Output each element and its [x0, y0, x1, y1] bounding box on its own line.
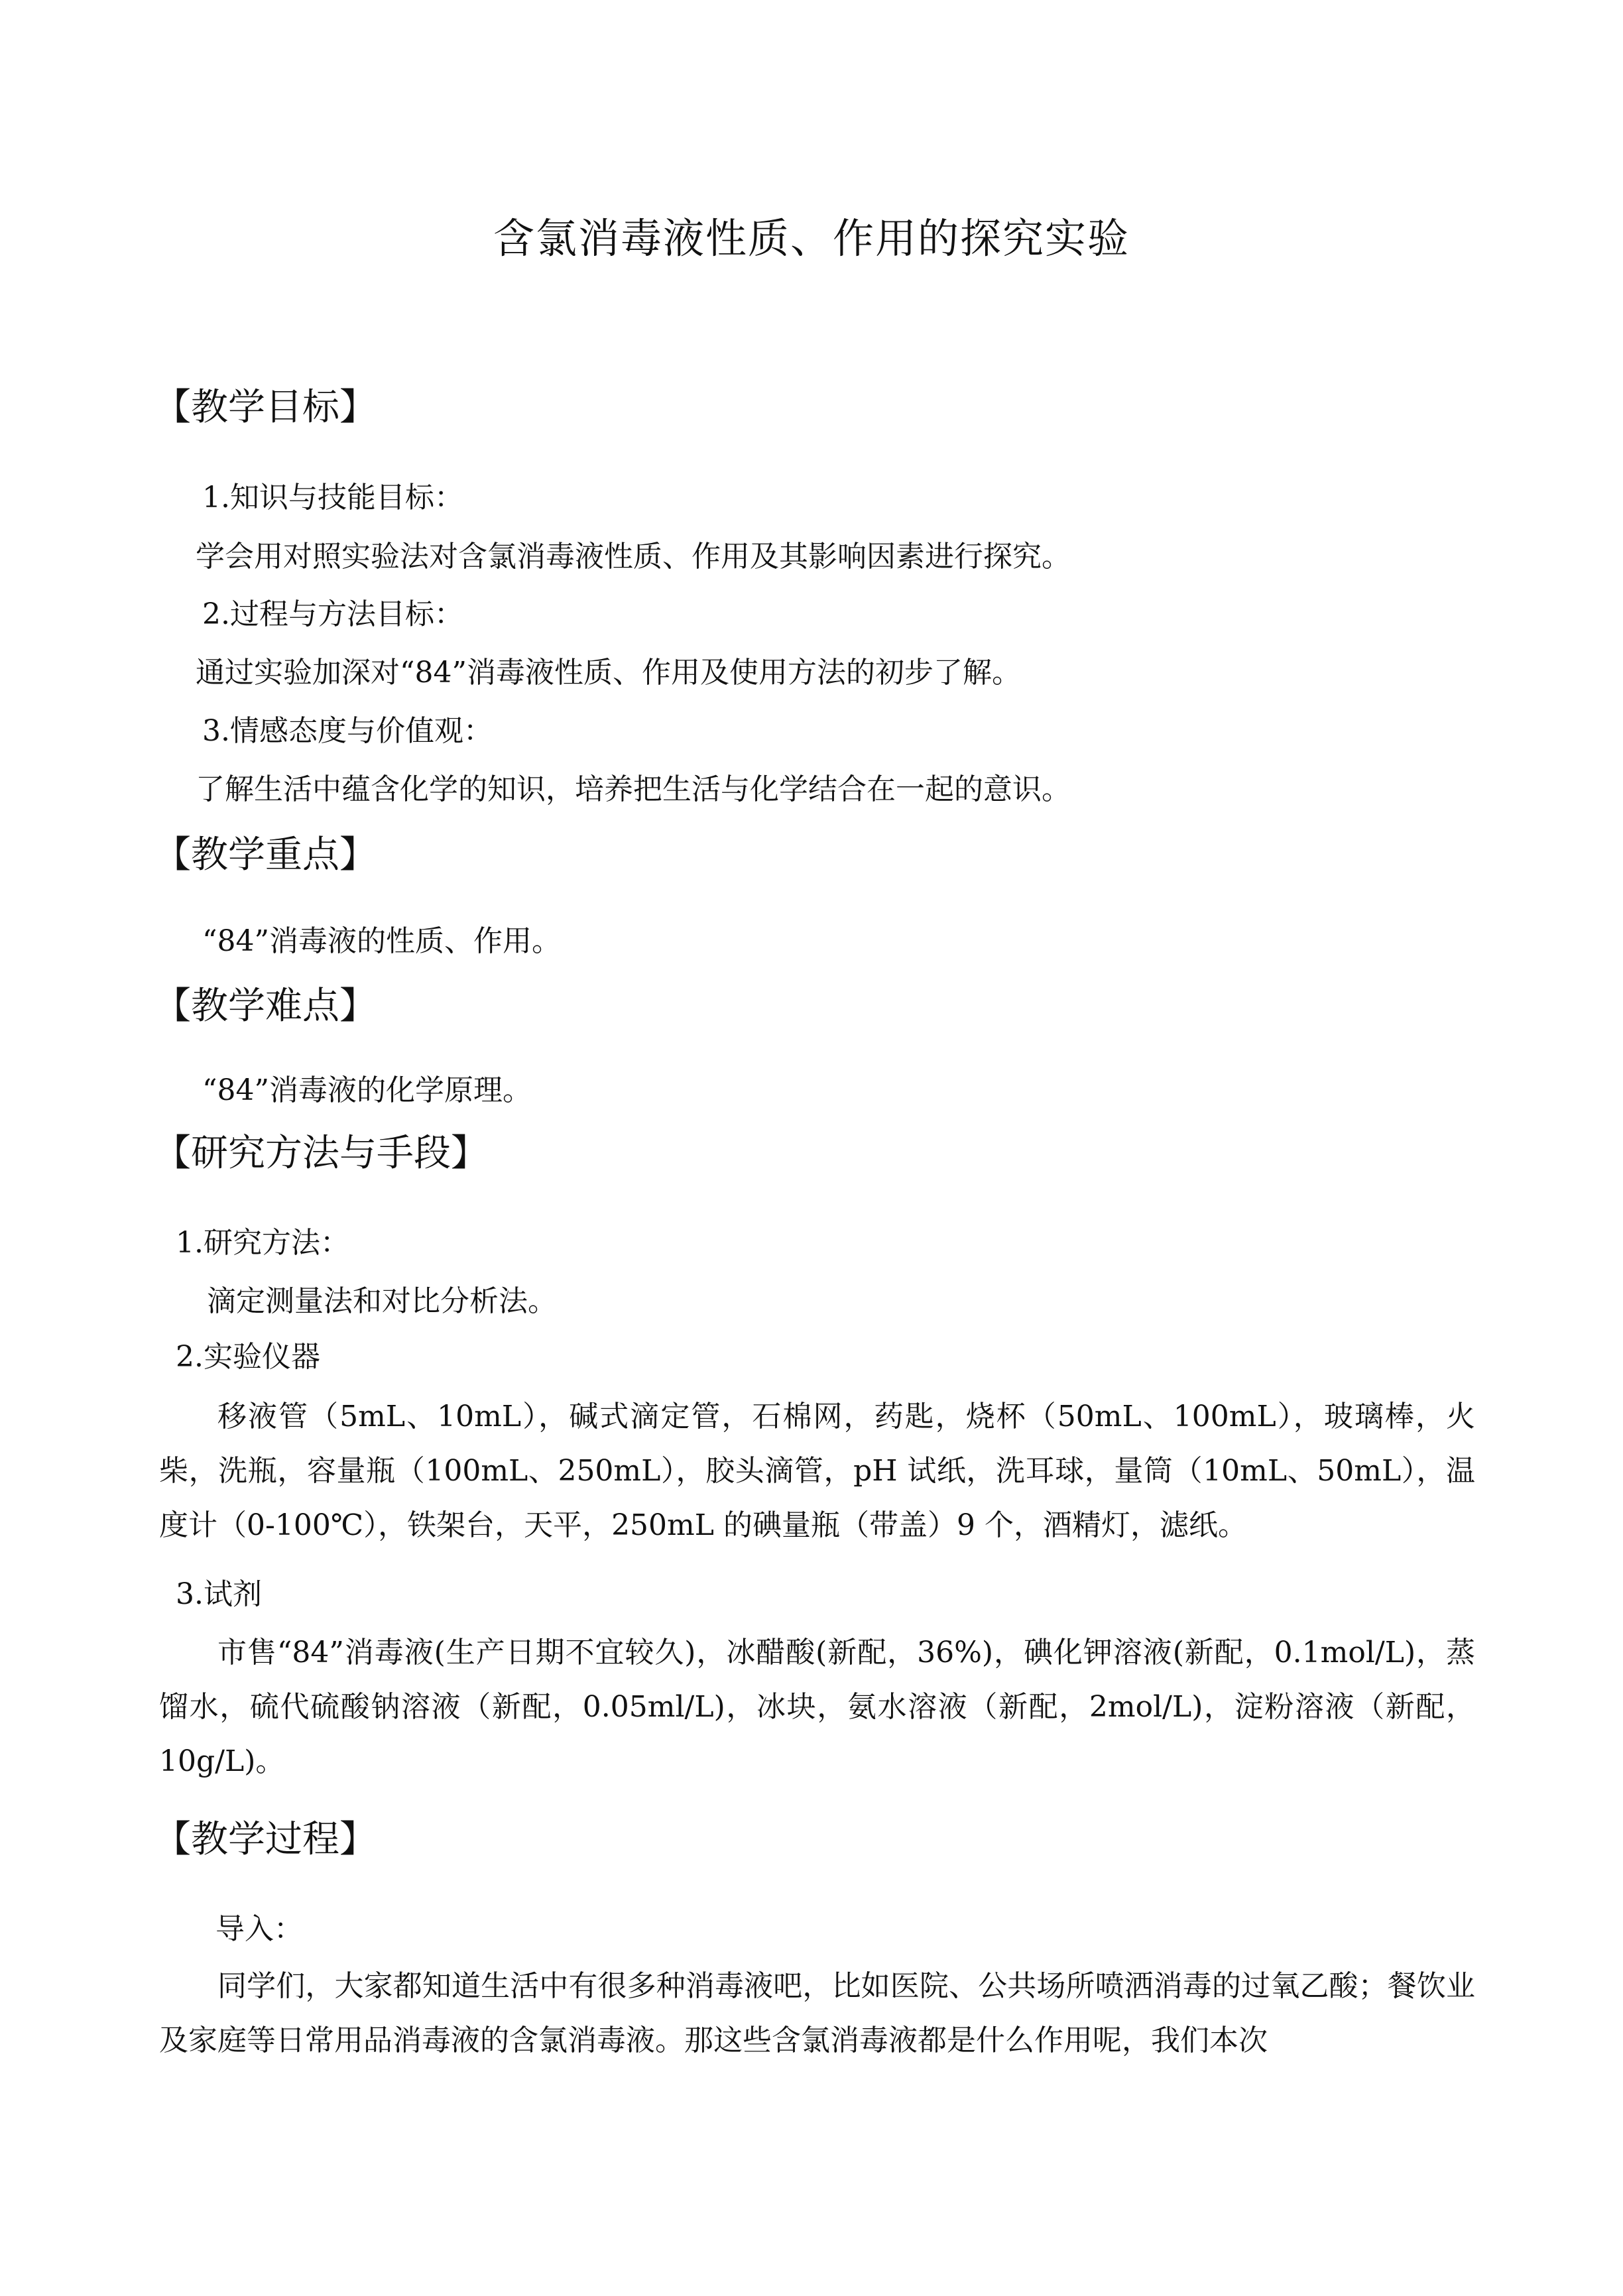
method-text: 滴定测量法和对比分析法。 — [207, 1284, 557, 1318]
heading-key-points: 【教学重点】 — [154, 833, 377, 876]
instruments-text: 移液管（5mL、10mL），碱式滴定管，石棉网，药匙，烧杯（50mL、100mL），玻璃棒，火柴，洗瓶，容量瓶（100mL、250mL），胶头滴管，pH 试纸，洗耳球，量筒（10mL、50mL），温度计（0-100℃），铁架台，天平，250mL 的碘量瓶（带盖）9 个，酒精灯，滤纸。 — [159, 1400, 1475, 1542]
heading-objectives: 【教学目标】 — [154, 386, 377, 429]
key-points-text: “84”消毒液的性质、作用。 — [202, 924, 561, 958]
heading-difficulties: 【教学难点】 — [154, 985, 377, 1028]
difficulties-text: “84”消毒液的化学原理。 — [202, 1073, 532, 1107]
method-label: 1.研究方法： — [176, 1226, 349, 1260]
document-title: 含氯消毒液性质、作用的探究实验 — [493, 214, 1130, 263]
heading-process: 【教学过程】 — [154, 1818, 377, 1861]
objective-2-text: 通过实验加深对“84”消毒液性质、作用及使用方法的初步了解。 — [196, 656, 1021, 690]
reagents-label: 3.试剂 — [176, 1577, 262, 1611]
intro-label: 导入： — [215, 1912, 303, 1946]
objective-3-label: 3.情感态度与价值观： — [202, 714, 493, 748]
objective-1-text: 学会用对照实验法对含氯消毒液性质、作用及其影响因素进行探究。 — [196, 540, 1071, 574]
reagents-text: 市售“84”消毒液(生产日期不宜较久)，冰醋酸(新配，36%)，碘化钾溶液(新配，0.1mol/L)，蒸馏水，硫代硫酸钠溶液（新配，0.05ml/L)，冰块，氨水溶液（新配，2mol/L)，淀粉溶液（新配，10g/L)。 — [159, 1636, 1475, 1778]
objective-1-label: 1.知识与技能目标： — [202, 481, 463, 514]
objective-2-label: 2.过程与方法目标： — [202, 597, 463, 631]
instruments-label: 2.实验仪器 — [176, 1340, 320, 1374]
objective-3-text: 了解生活中蕴含化学的知识，培养把生活与化学结合在一起的意识。 — [196, 772, 1071, 806]
heading-methods: 【研究方法与手段】 — [154, 1132, 488, 1175]
intro-text: 同学们，大家都知道生活中有很多种消毒液吧，比如医院、公共场所喷洒消毒的过氧乙酸；餐饮业及家庭等日常用品消毒液的含氯消毒液。那这些含氯消毒液都是什么作用呢，我们本次 — [159, 1969, 1475, 2057]
